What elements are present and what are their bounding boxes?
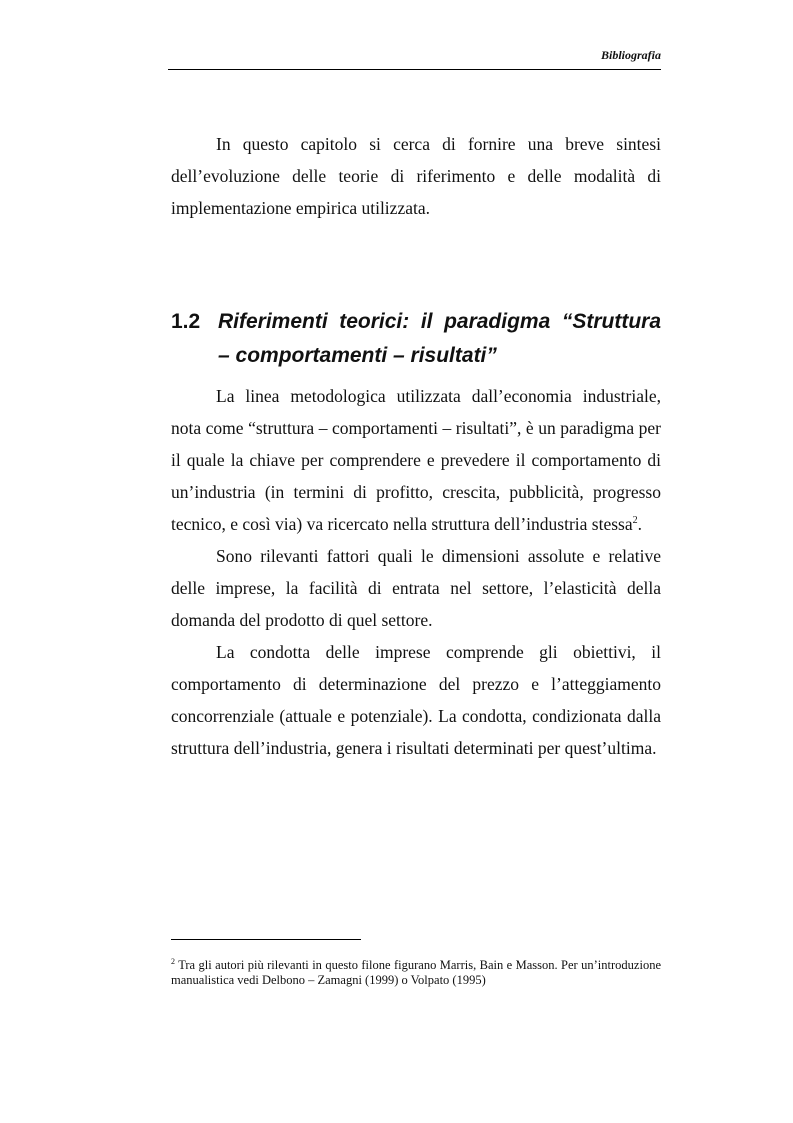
footnote-number: 2 — [171, 956, 175, 966]
section-title-line1: Riferimenti teorici: il paradigma “Struttura — [218, 310, 661, 333]
footnote-ref[interactable]: 2 — [632, 515, 638, 527]
paragraph-1-text: La linea metodologica utilizzata dall’economia industriale, nota come “struttura – comportamenti – risultati”, è un paradigma per il quale la chiave per comprendere e prevedere il comportamento di un’industria (in termini di profitto, crescita, pubblicità, progresso tecnico, e così via) va ricercato nella struttura dell’industria stessa — [171, 386, 661, 534]
paragraph-1-end: . — [637, 514, 642, 534]
header-rule — [168, 69, 661, 70]
paragraph-3: La condotta delle imprese comprende gli obiettivi, il comportamento di determinazione del prezzo e l’atteggiamento concorrenziale (attuale e potenziale). La condotta, condizionata dalla struttura dell’industria, genera i risultati determinati per quest’ultima. — [171, 642, 661, 758]
section-number: 1.2 — [171, 310, 201, 333]
section-title-line2: – comportamenti – risultati” — [218, 344, 497, 367]
footnote — [171, 958, 661, 988]
section-title — [171, 305, 661, 373]
intro-block — [171, 128, 661, 224]
running-header-title: Bibliografia — [600, 48, 661, 62]
footnote-rule — [171, 939, 361, 940]
paragraph-1 — [171, 380, 661, 540]
section-body — [171, 380, 661, 764]
section-heading — [171, 305, 661, 373]
intro-paragraph: In questo capitolo si cerca di fornire una breve sintesi dell’evoluzione delle teorie di riferimento e delle modalità di implementazione empirica utilizzata. — [171, 134, 661, 218]
footnote-text: Tra gli autori più rilevanti in questo filone figurano Marris, Bain e Masson. Per un’introduzione manualistica vedi Delbono – Zamagni (1999) o Volpato (1995) — [171, 958, 661, 987]
paragraph-2: Sono rilevanti fattori quali le dimensioni assolute e relative delle imprese, la facilità di entrata nel settore, l’elasticità della domanda del prodotto di quel settore. — [171, 546, 661, 630]
